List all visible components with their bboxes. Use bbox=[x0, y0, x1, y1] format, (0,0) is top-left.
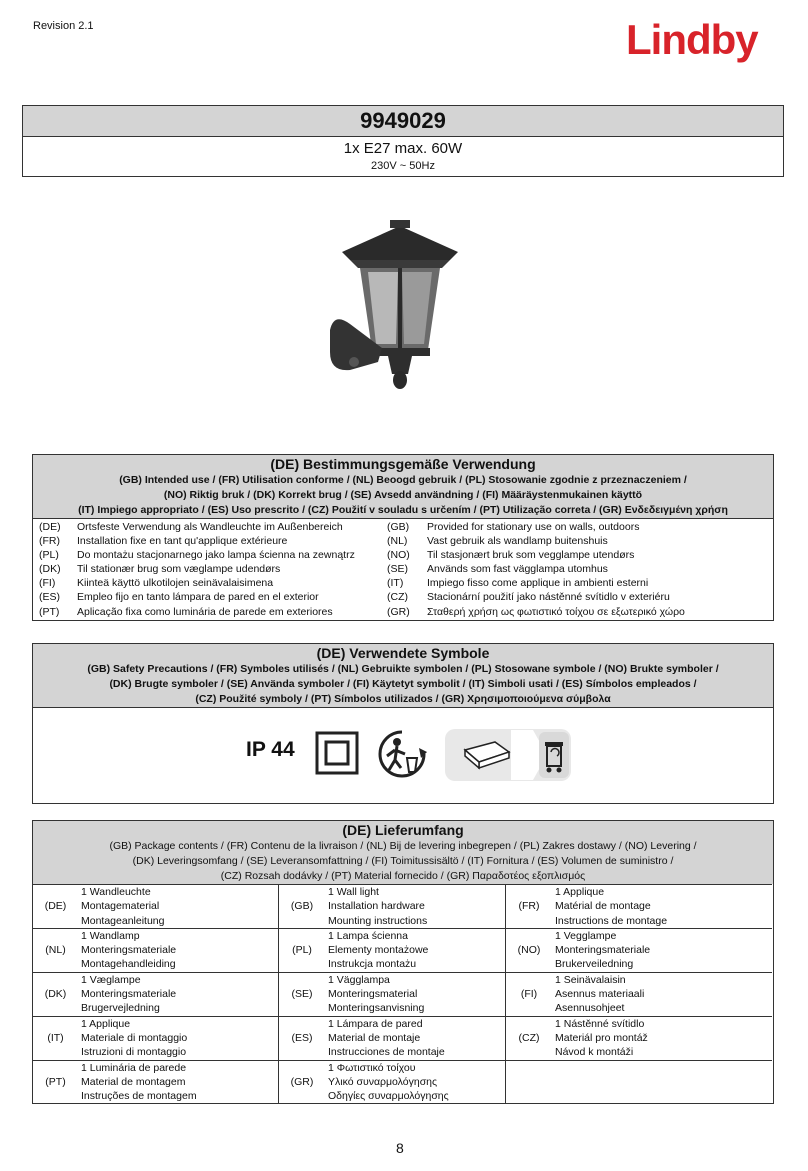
package-item: 1 Applique bbox=[555, 886, 605, 898]
package-item: 1 Wandlamp bbox=[81, 929, 140, 942]
package-item: Installation hardware bbox=[328, 900, 425, 913]
package-item: Instructions de montage bbox=[555, 914, 668, 927]
package-items bbox=[552, 884, 772, 928]
package-lang-code: (FI) bbox=[505, 972, 552, 1016]
lang-code: (NO) bbox=[387, 549, 410, 562]
package-lang-code: (ES) bbox=[278, 1016, 325, 1060]
package-lang-code: (DE) bbox=[33, 884, 78, 928]
protection-class-2-icon bbox=[315, 731, 359, 775]
package-subtitle-3: (CZ) Rozsah dodávky / (PT) Material fornecido / (GR) Παραδοτέος εξοπλισμός bbox=[220, 870, 586, 882]
package-item: 1 Luminária de parede bbox=[81, 1061, 187, 1074]
package-item: 1 Φωτιστικό τοίχου bbox=[328, 1061, 416, 1074]
intended-use-subtitle-2: (NO) Riktig bruk / (DK) Korrekt brug / (SE) Avsedd användning / (FI) Määräystenmukainen käyttö bbox=[163, 489, 643, 501]
package-title: (DE) Lieferumfang bbox=[342, 822, 464, 838]
package-item: 1 Nástěnné svítidlo bbox=[555, 1017, 645, 1030]
lang-code: (DE) bbox=[39, 521, 61, 533]
package-subtitle-2: (DK) Leveringsomfang / (SE) Leveransomfattning / (FI) Toimitussisältö / (IT) Fornitura / (ES) Volumen de suministro / bbox=[132, 855, 674, 867]
package-lang-code: (NO) bbox=[505, 928, 552, 972]
lang-code: (GB) bbox=[387, 521, 410, 533]
use-text: Ortsfeste Verwendung als Wandleuchte im Außenbereich bbox=[77, 521, 343, 533]
package-lang-code: (GR) bbox=[278, 1060, 325, 1104]
lang-code: (CZ) bbox=[387, 591, 408, 604]
package-item: Monteringsmateriale bbox=[81, 988, 177, 1001]
use-text: Vast gebruik als wandlamp buitenshuis bbox=[427, 535, 608, 548]
use-text: Används som fast vägglampa utomhus bbox=[427, 563, 608, 576]
package-item: 1 Væglampe bbox=[81, 973, 141, 986]
lang-code: (NL) bbox=[387, 535, 408, 548]
use-text: Til stasjonært bruk som vegglampe utendørs bbox=[427, 549, 635, 562]
weee-disposal-icon bbox=[511, 730, 569, 780]
package-lang-code: (IT) bbox=[33, 1016, 78, 1060]
lang-code: (FR) bbox=[39, 535, 60, 548]
package-lang-code: (GB) bbox=[278, 884, 325, 928]
wall-lamp-image bbox=[320, 212, 480, 402]
bulb-spec: 1x E27 max. 60W bbox=[343, 140, 463, 157]
lang-code: (DK) bbox=[39, 563, 61, 576]
package-lang-code bbox=[505, 1060, 552, 1104]
package-header bbox=[33, 821, 773, 884]
lang-code: (IT) bbox=[387, 577, 404, 590]
package-items bbox=[78, 1060, 278, 1104]
intended-use-table bbox=[33, 519, 773, 620]
package-item: 1 Wall light bbox=[328, 886, 379, 898]
package-item: Materiale di montaggio bbox=[81, 1031, 188, 1044]
package-items bbox=[325, 972, 505, 1016]
package-item: Matérial de montage bbox=[555, 900, 651, 913]
intended-use-header bbox=[33, 455, 773, 519]
package-item: Montagehandleiding bbox=[81, 958, 176, 971]
package-item: Οδηγίες συναρμολόγησης bbox=[328, 1090, 449, 1103]
brand-logo: Lindby bbox=[626, 16, 758, 63]
lang-code: (PL) bbox=[39, 549, 59, 562]
symbols-header bbox=[33, 644, 773, 708]
intended-use-title: (DE) Bestimmungsgemäße Verwendung bbox=[270, 456, 536, 472]
package-item: Montageanleitung bbox=[81, 914, 165, 927]
package-item: Istruzioni di montaggio bbox=[81, 1046, 187, 1059]
intended-use-section bbox=[32, 454, 774, 621]
page-number: 8 bbox=[396, 1140, 404, 1156]
package-item: Mounting instructions bbox=[328, 914, 428, 927]
package-lang-code: (NL) bbox=[33, 928, 78, 972]
lang-code: (GR) bbox=[387, 605, 410, 618]
use-text: Σταθερή χρήση ως φωτιστικό τοίχου σε εξωτερικό χώρο bbox=[427, 605, 685, 618]
recycling-triman-icon bbox=[375, 728, 429, 780]
intended-use-subtitle-1: (GB) Intended use / (FR) Utilisation conforme / (NL) Beoogd gebruik / (PL) Stosowanie zgodnie z przeznaczeniem / bbox=[119, 474, 687, 486]
package-subtitle-1: (GB) Package contents / (FR) Contenu de la livraison / (NL) Bij de levering inbegrepen / (PL) Zakres dostawy / (NO) Levering / bbox=[109, 840, 697, 852]
package-item: Instrukcja montażu bbox=[328, 958, 417, 971]
package-lang-code: (CZ) bbox=[505, 1016, 552, 1060]
package-item: 1 Applique bbox=[81, 1017, 131, 1030]
package-item: Monteringsmateriale bbox=[81, 944, 177, 957]
package-item: 1 Wandleuchte bbox=[81, 886, 151, 898]
intended-use-subtitle-3: (IT) Impiego appropriato / (ES) Uso prescrito / (CZ) Použití v souladu s určením / (PT) Utilização correta / (GR) Ενδεδειγμένη χρήση bbox=[78, 504, 728, 516]
package-item: Asennus materiaali bbox=[555, 988, 645, 1001]
package-item: Materiál pro montáž bbox=[555, 1031, 648, 1044]
package-items bbox=[552, 1060, 772, 1104]
package-items bbox=[78, 884, 278, 928]
package-item: Montagematerial bbox=[81, 900, 160, 913]
package-items bbox=[552, 1016, 772, 1060]
symbols-section bbox=[32, 643, 774, 804]
symbols-subtitle-2: (DK) Brugte symboler / (SE) Använda symboler / (FI) Käytetyt symbolit / (IT) Simboli usati / (ES) Símbolos empleados / bbox=[109, 678, 697, 690]
model-number: 9949029 bbox=[23, 106, 783, 137]
package-items bbox=[325, 1016, 505, 1060]
package-items bbox=[552, 972, 772, 1016]
symbols-subtitle-3: (CZ) Použité symboly / (PT) Símbolos utilizados / (GR) Χρησιμοποιούμενα σύμβολα bbox=[195, 693, 611, 705]
voltage-spec: 230V ~ 50Hz bbox=[371, 160, 435, 172]
use-text: Installation fixe en tant qu'applique extérieure bbox=[77, 535, 288, 548]
package-item: Material de montagem bbox=[81, 1075, 186, 1088]
package-item: Elementy montażowe bbox=[328, 944, 429, 957]
package-lang-code: (PL) bbox=[278, 928, 325, 972]
package-items bbox=[325, 884, 505, 928]
product-header bbox=[22, 105, 784, 177]
package-item: Monteringsmateriale bbox=[555, 944, 651, 957]
package-items bbox=[78, 1016, 278, 1060]
use-text: Kiinteä käyttö ulkotilojen seinävalaisimena bbox=[77, 577, 274, 590]
use-text: Empleo fijo en tanto lámpara de pared en el exterior bbox=[77, 591, 319, 604]
package-item: 1 Vegglampe bbox=[555, 929, 617, 942]
package-items bbox=[325, 1060, 505, 1104]
package-item: 1 Seinävalaisin bbox=[555, 973, 626, 986]
lang-code: (ES) bbox=[39, 591, 60, 604]
package-items bbox=[552, 928, 772, 972]
use-text: Til stationær brug som væglampe udendørs bbox=[77, 563, 281, 576]
package-item: Monteringsmaterial bbox=[328, 988, 418, 1001]
package-item: Υλικό συναρμολόγησης bbox=[328, 1075, 438, 1088]
lang-code: (PT) bbox=[39, 605, 60, 618]
package-item: Instruções de montagem bbox=[81, 1090, 197, 1103]
symbols-row bbox=[33, 708, 773, 803]
use-text: Impiego fisso come applique in ambienti esterni bbox=[427, 577, 649, 590]
ip-rating: IP 44 bbox=[246, 738, 295, 761]
package-item: Instrucciones de montaje bbox=[328, 1046, 445, 1059]
package-item: Monteringsanvisning bbox=[328, 1002, 425, 1015]
package-items bbox=[78, 928, 278, 972]
package-lang-code: (DK) bbox=[33, 972, 78, 1016]
use-text: Do montażu stacjonarnego jako lampa ścienna na zewnątrz bbox=[77, 549, 355, 562]
lang-code: (FI) bbox=[39, 577, 56, 590]
use-text: Stacionární použití jako nástěnné svítidlo v exteriéru bbox=[427, 591, 670, 604]
package-item: Návod k montáži bbox=[555, 1046, 634, 1059]
package-item: Material de montaje bbox=[328, 1031, 421, 1044]
package-items bbox=[325, 928, 505, 972]
package-lang-code: (FR) bbox=[505, 884, 552, 928]
package-item: Asennusohjeet bbox=[555, 1002, 625, 1015]
package-item: Brukerveiledning bbox=[555, 958, 634, 971]
product-box-icon bbox=[461, 738, 513, 772]
package-item: Brugervejledning bbox=[81, 1002, 160, 1015]
package-item: 1 Lampa ścienna bbox=[328, 929, 408, 942]
package-lang-code: (PT) bbox=[33, 1060, 78, 1104]
package-item: 1 Lámpara de pared bbox=[328, 1017, 423, 1030]
use-text: Aplicação fixa como luminária de parede em exteriores bbox=[77, 605, 333, 618]
package-lang-code: (SE) bbox=[278, 972, 325, 1016]
revision-label: Revision 2.1 bbox=[33, 20, 94, 32]
package-items bbox=[78, 972, 278, 1016]
package-section bbox=[32, 820, 774, 1104]
lang-code: (SE) bbox=[387, 563, 408, 576]
package-table bbox=[33, 884, 773, 1103]
symbols-title: (DE) Verwendete Symbole bbox=[316, 645, 490, 661]
package-item: 1 Vägglampa bbox=[328, 973, 390, 986]
symbols-subtitle-1: (GB) Safety Precautions / (FR) Symboles utilisés / (NL) Gebruikte symbolen / (PL) Stosowane symbole / (NO) Brukte symboler / bbox=[87, 663, 719, 675]
use-text: Provided for stationary use on walls, outdoors bbox=[427, 521, 640, 533]
